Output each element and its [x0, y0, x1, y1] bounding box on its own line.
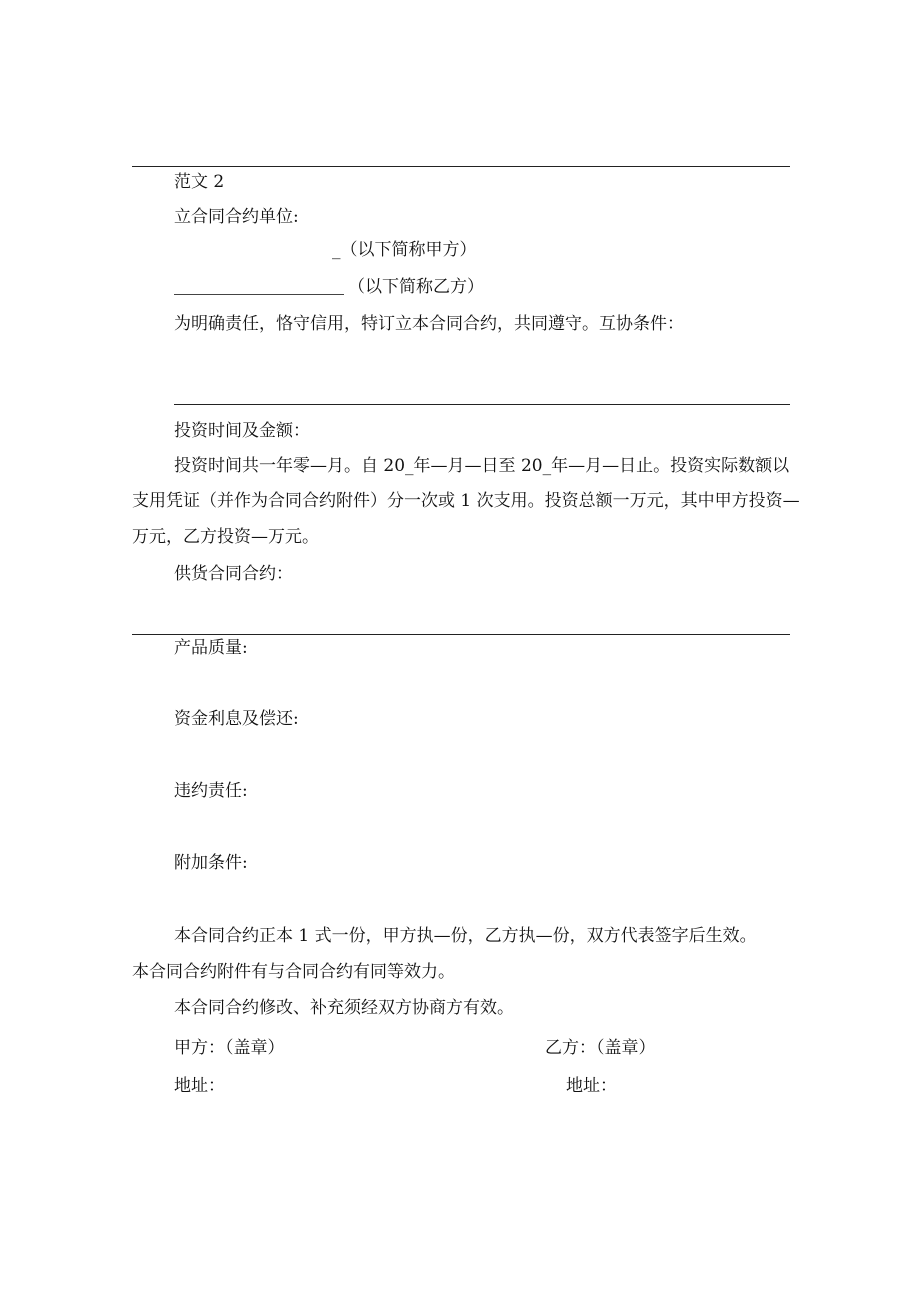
- party-a-seal: 甲方：（盖章）: [174, 1038, 285, 1058]
- terms-blank-line: [174, 404, 790, 405]
- party-b-placeholder: （以下简称乙方）: [348, 277, 484, 297]
- copies-clause-line-1: 本合同合约正本 1 式一份，甲方执—份，乙方执—份，双方代表签字后生效。: [174, 926, 757, 946]
- investment-text-line-3: 万元，乙方投资—万元。: [132, 527, 319, 547]
- product-quality-label: 产品质量:: [174, 638, 248, 658]
- interest-repayment-label: 资金利息及偿还:: [174, 709, 299, 729]
- party-b-blank-line: [174, 294, 344, 295]
- supply-contract-divider: [132, 634, 790, 635]
- party-b-address: 地址：: [566, 1076, 617, 1096]
- party-a-address: 地址：: [174, 1076, 225, 1096]
- top-divider: [132, 166, 790, 167]
- amendment-clause: 本合同合约修改、补充须经双方协商方有效。: [174, 998, 514, 1018]
- copies-clause-line-2: 本合同合约附件有与合同合约有同等效力。: [132, 962, 455, 982]
- section-title: 范文 2: [174, 172, 225, 192]
- contract-purpose: 为明确责任，恪守信用，特订立本合同合约，共同遵守。互协条件：: [174, 314, 684, 334]
- party-b-seal: 乙方：（盖章）: [545, 1038, 656, 1058]
- parties-label: 立合同合约单位:: [174, 207, 299, 227]
- investment-text-line-2: 支用凭证（并作为合同合约附件）分一次或 1 次支用。投资总额一万元，其中甲方投资—: [132, 491, 800, 511]
- additional-terms-label: 附加条件:: [174, 853, 248, 873]
- investment-text-line-1: 投资时间共一年零—月。自 20_年—月—日至 20_年—月—日止。投资实际数额以: [174, 456, 790, 476]
- party-a-placeholder: _（以下简称甲方）: [332, 240, 477, 260]
- breach-liability-label: 违约责任:: [174, 781, 248, 801]
- supply-contract-label: 供货合同合约：: [174, 564, 293, 584]
- investment-heading: 投资时间及金额：: [174, 421, 310, 441]
